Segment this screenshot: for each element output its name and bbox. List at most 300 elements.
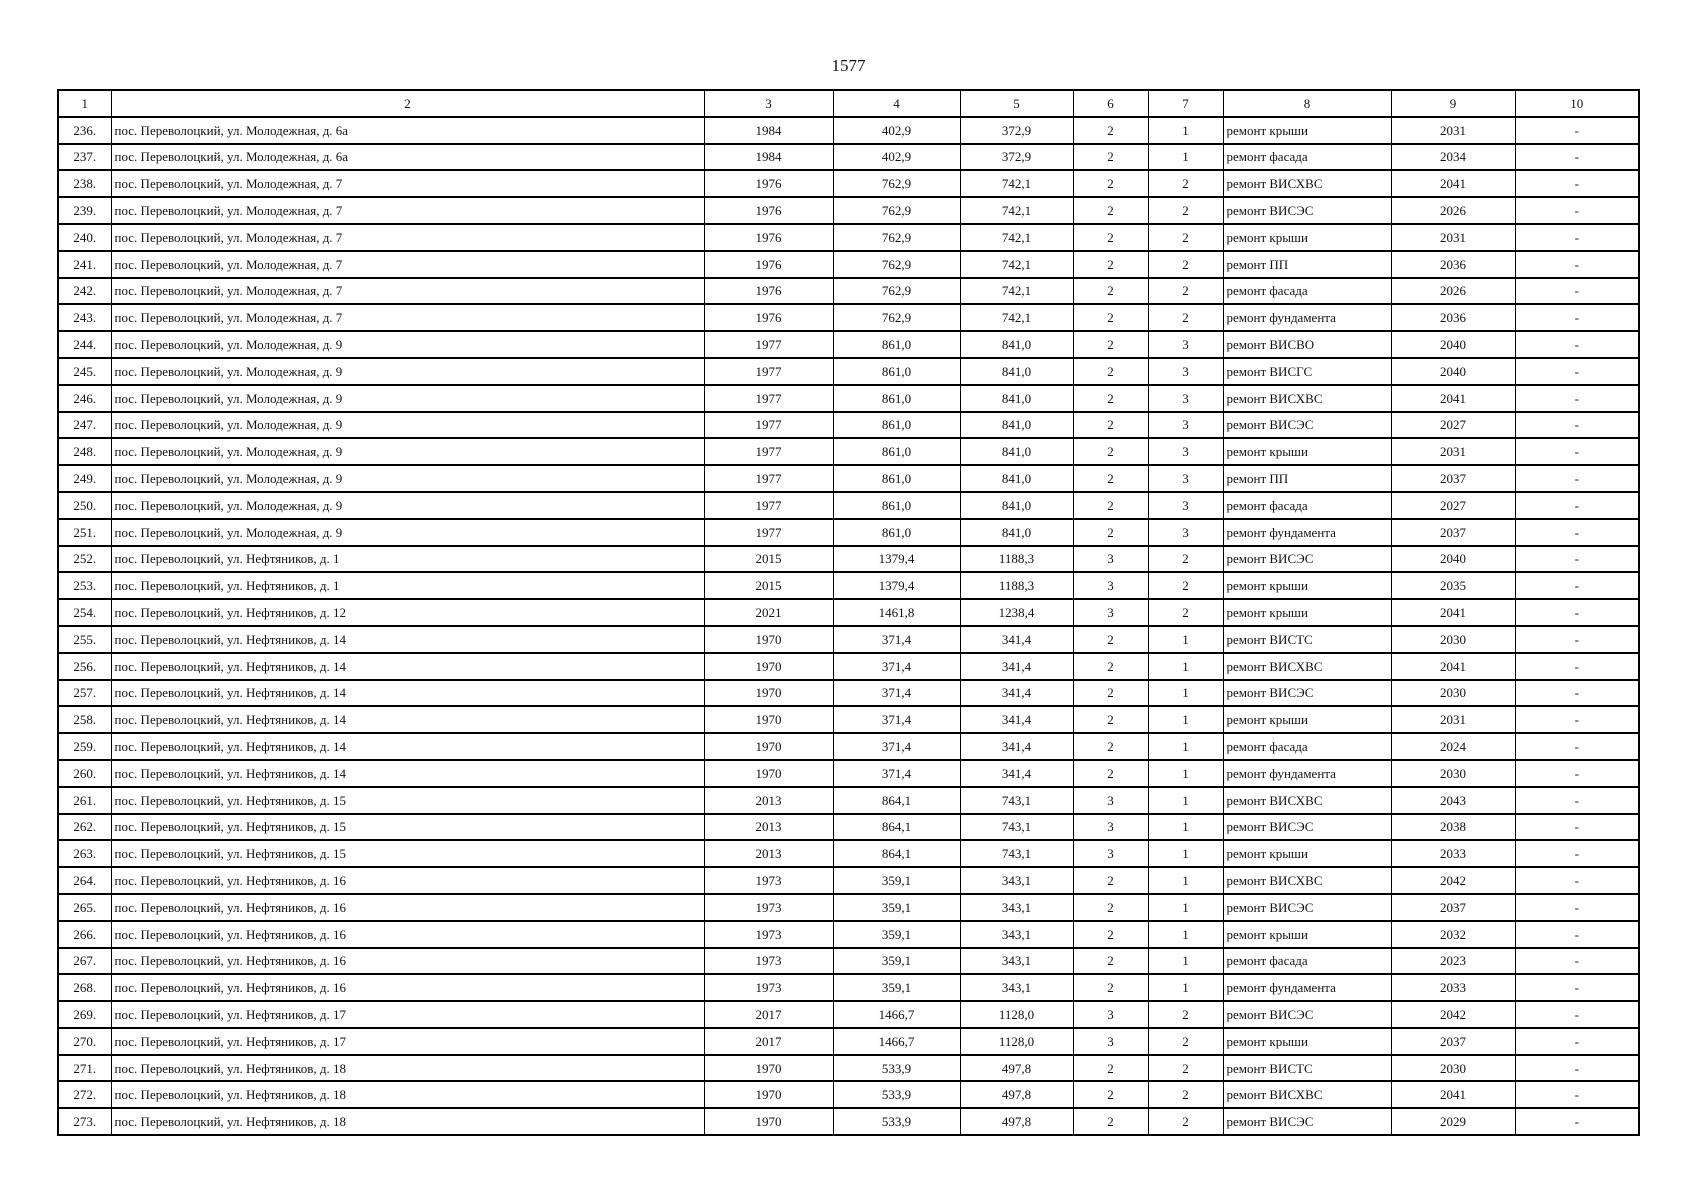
table-row xyxy=(58,492,1639,519)
cell-planned-year: 2026 xyxy=(1391,278,1515,305)
cell-entrances: 1 xyxy=(1148,144,1223,171)
cell-floors: 2 xyxy=(1073,492,1148,519)
cell-floors: 2 xyxy=(1073,1108,1148,1135)
cell-work-type: ремонт фундамента xyxy=(1223,304,1391,331)
cell-row-number: 267. xyxy=(58,948,111,975)
cell-build-year: 2017 xyxy=(704,1028,833,1055)
cell-address: пос. Переволоцкий, ул. Нефтяников, д. 15 xyxy=(111,840,704,867)
cell-living-area: 497,8 xyxy=(960,1108,1073,1135)
cell-note: - xyxy=(1515,492,1639,519)
cell-living-area: 742,1 xyxy=(960,251,1073,278)
table-row xyxy=(58,546,1639,573)
table-row xyxy=(58,1081,1639,1108)
cell-total-area: 359,1 xyxy=(833,948,960,975)
cell-work-type: ремонт ПП xyxy=(1223,251,1391,278)
column-header: 3 xyxy=(704,90,833,117)
column-header: 8 xyxy=(1223,90,1391,117)
cell-work-type: ремонт ВИСХВС xyxy=(1223,385,1391,412)
cell-floors: 2 xyxy=(1073,706,1148,733)
cell-build-year: 1970 xyxy=(704,733,833,760)
cell-living-area: 742,1 xyxy=(960,278,1073,305)
cell-floors: 3 xyxy=(1073,814,1148,841)
table-row xyxy=(58,331,1639,358)
cell-row-number: 263. xyxy=(58,840,111,867)
cell-living-area: 497,8 xyxy=(960,1081,1073,1108)
cell-living-area: 841,0 xyxy=(960,465,1073,492)
cell-floors: 3 xyxy=(1073,546,1148,573)
cell-note: - xyxy=(1515,1001,1639,1028)
table-body xyxy=(58,117,1639,1135)
cell-build-year: 1977 xyxy=(704,358,833,385)
table-row xyxy=(58,1055,1639,1082)
cell-floors: 2 xyxy=(1073,358,1148,385)
cell-total-area: 359,1 xyxy=(833,867,960,894)
cell-address: пос. Переволоцкий, ул. Молодежная, д. 9 xyxy=(111,465,704,492)
cell-work-type: ремонт фундамента xyxy=(1223,519,1391,546)
cell-entrances: 2 xyxy=(1148,170,1223,197)
cell-address: пос. Переволоцкий, ул. Нефтяников, д. 18 xyxy=(111,1081,704,1108)
cell-address: пос. Переволоцкий, ул. Молодежная, д. 7 xyxy=(111,224,704,251)
cell-build-year: 1970 xyxy=(704,1081,833,1108)
cell-address: пос. Переволоцкий, ул. Нефтяников, д. 12 xyxy=(111,599,704,626)
cell-address: пос. Переволоцкий, ул. Нефтяников, д. 17 xyxy=(111,1028,704,1055)
cell-planned-year: 2036 xyxy=(1391,304,1515,331)
cell-planned-year: 2041 xyxy=(1391,170,1515,197)
cell-floors: 2 xyxy=(1073,331,1148,358)
cell-entrances: 2 xyxy=(1148,546,1223,573)
cell-address: пос. Переволоцкий, ул. Нефтяников, д. 15 xyxy=(111,814,704,841)
cell-living-area: 1188,3 xyxy=(960,572,1073,599)
cell-build-year: 1970 xyxy=(704,680,833,707)
cell-entrances: 1 xyxy=(1148,787,1223,814)
cell-row-number: 270. xyxy=(58,1028,111,1055)
cell-row-number: 272. xyxy=(58,1081,111,1108)
cell-note: - xyxy=(1515,170,1639,197)
cell-row-number: 265. xyxy=(58,894,111,921)
cell-floors: 3 xyxy=(1073,599,1148,626)
cell-address: пос. Переволоцкий, ул. Нефтяников, д. 14 xyxy=(111,653,704,680)
column-header: 7 xyxy=(1148,90,1223,117)
cell-entrances: 2 xyxy=(1148,1055,1223,1082)
cell-living-area: 841,0 xyxy=(960,331,1073,358)
table-row xyxy=(58,653,1639,680)
cell-row-number: 257. xyxy=(58,680,111,707)
cell-address: пос. Переволоцкий, ул. Нефтяников, д. 1 xyxy=(111,546,704,573)
cell-total-area: 762,9 xyxy=(833,170,960,197)
cell-planned-year: 2037 xyxy=(1391,1028,1515,1055)
table-row xyxy=(58,358,1639,385)
cell-living-area: 1238,4 xyxy=(960,599,1073,626)
cell-living-area: 742,1 xyxy=(960,170,1073,197)
cell-living-area: 743,1 xyxy=(960,840,1073,867)
table-row xyxy=(58,706,1639,733)
cell-floors: 3 xyxy=(1073,1001,1148,1028)
cell-address: пос. Переволоцкий, ул. Нефтяников, д. 14 xyxy=(111,680,704,707)
cell-note: - xyxy=(1515,519,1639,546)
column-header: 4 xyxy=(833,90,960,117)
cell-build-year: 2013 xyxy=(704,787,833,814)
column-header: 5 xyxy=(960,90,1073,117)
table-row xyxy=(58,465,1639,492)
cell-living-area: 343,1 xyxy=(960,974,1073,1001)
table-row xyxy=(58,948,1639,975)
cell-living-area: 343,1 xyxy=(960,867,1073,894)
cell-build-year: 1984 xyxy=(704,144,833,171)
cell-living-area: 743,1 xyxy=(960,787,1073,814)
cell-address: пос. Переволоцкий, ул. Нефтяников, д. 14 xyxy=(111,760,704,787)
cell-entrances: 1 xyxy=(1148,974,1223,1001)
cell-row-number: 245. xyxy=(58,358,111,385)
cell-total-area: 861,0 xyxy=(833,492,960,519)
cell-work-type: ремонт ВИСХВС xyxy=(1223,787,1391,814)
cell-note: - xyxy=(1515,680,1639,707)
cell-entrances: 1 xyxy=(1148,706,1223,733)
cell-living-area: 343,1 xyxy=(960,894,1073,921)
cell-entrances: 2 xyxy=(1148,197,1223,224)
cell-work-type: ремонт фундамента xyxy=(1223,760,1391,787)
cell-living-area: 341,4 xyxy=(960,626,1073,653)
cell-total-area: 762,9 xyxy=(833,197,960,224)
page-number: 1577 xyxy=(831,56,866,75)
table-row xyxy=(58,385,1639,412)
cell-build-year: 2021 xyxy=(704,599,833,626)
cell-work-type: ремонт ВИСХВС xyxy=(1223,653,1391,680)
cell-total-area: 371,4 xyxy=(833,760,960,787)
cell-living-area: 841,0 xyxy=(960,492,1073,519)
table-row xyxy=(58,840,1639,867)
table-row xyxy=(58,974,1639,1001)
cell-build-year: 1976 xyxy=(704,197,833,224)
cell-total-area: 402,9 xyxy=(833,117,960,144)
table-row xyxy=(58,144,1639,171)
cell-address: пос. Переволоцкий, ул. Нефтяников, д. 14 xyxy=(111,626,704,653)
cell-total-area: 861,0 xyxy=(833,438,960,465)
cell-row-number: 248. xyxy=(58,438,111,465)
cell-note: - xyxy=(1515,385,1639,412)
cell-entrances: 1 xyxy=(1148,921,1223,948)
cell-planned-year: 2027 xyxy=(1391,492,1515,519)
cell-row-number: 253. xyxy=(58,572,111,599)
cell-address: пос. Переволоцкий, ул. Нефтяников, д. 16 xyxy=(111,974,704,1001)
cell-total-area: 762,9 xyxy=(833,224,960,251)
cell-address: пос. Переволоцкий, ул. Нефтяников, д. 16 xyxy=(111,948,704,975)
cell-note: - xyxy=(1515,1081,1639,1108)
table-row xyxy=(58,1001,1639,1028)
table-row xyxy=(58,921,1639,948)
cell-address: пос. Переволоцкий, ул. Молодежная, д. 9 xyxy=(111,438,704,465)
cell-note: - xyxy=(1515,840,1639,867)
cell-planned-year: 2024 xyxy=(1391,733,1515,760)
cell-planned-year: 2040 xyxy=(1391,358,1515,385)
table-row xyxy=(58,278,1639,305)
cell-row-number: 238. xyxy=(58,170,111,197)
table-row xyxy=(58,814,1639,841)
cell-planned-year: 2031 xyxy=(1391,706,1515,733)
cell-work-type: ремонт ВИСТС xyxy=(1223,1055,1391,1082)
cell-entrances: 3 xyxy=(1148,358,1223,385)
cell-floors: 2 xyxy=(1073,921,1148,948)
cell-work-type: ремонт крыши xyxy=(1223,224,1391,251)
cell-row-number: 269. xyxy=(58,1001,111,1028)
cell-address: пос. Переволоцкий, ул. Молодежная, д. 7 xyxy=(111,278,704,305)
cell-total-area: 861,0 xyxy=(833,385,960,412)
cell-row-number: 266. xyxy=(58,921,111,948)
cell-floors: 2 xyxy=(1073,385,1148,412)
cell-floors: 2 xyxy=(1073,733,1148,760)
cell-row-number: 262. xyxy=(58,814,111,841)
cell-address: пос. Переволоцкий, ул. Молодежная, д. 9 xyxy=(111,331,704,358)
cell-living-area: 341,4 xyxy=(960,760,1073,787)
cell-entrances: 1 xyxy=(1148,760,1223,787)
table-row xyxy=(58,304,1639,331)
cell-row-number: 256. xyxy=(58,653,111,680)
cell-note: - xyxy=(1515,867,1639,894)
cell-floors: 3 xyxy=(1073,787,1148,814)
cell-row-number: 242. xyxy=(58,278,111,305)
cell-floors: 2 xyxy=(1073,278,1148,305)
cell-build-year: 1970 xyxy=(704,626,833,653)
cell-floors: 2 xyxy=(1073,304,1148,331)
cell-row-number: 254. xyxy=(58,599,111,626)
cell-living-area: 742,1 xyxy=(960,304,1073,331)
cell-work-type: ремонт ВИСЭС xyxy=(1223,1108,1391,1135)
table-row xyxy=(58,572,1639,599)
cell-planned-year: 2023 xyxy=(1391,948,1515,975)
cell-row-number: 240. xyxy=(58,224,111,251)
cell-planned-year: 2037 xyxy=(1391,894,1515,921)
cell-planned-year: 2026 xyxy=(1391,197,1515,224)
cell-build-year: 1973 xyxy=(704,894,833,921)
cell-row-number: 251. xyxy=(58,519,111,546)
cell-build-year: 1977 xyxy=(704,385,833,412)
cell-work-type: ремонт фундамента xyxy=(1223,974,1391,1001)
cell-row-number: 250. xyxy=(58,492,111,519)
cell-work-type: ремонт ВИСВО xyxy=(1223,331,1391,358)
cell-address: пос. Переволоцкий, ул. Молодежная, д. 6а xyxy=(111,117,704,144)
cell-note: - xyxy=(1515,948,1639,975)
capital-repair-table xyxy=(57,89,1640,1136)
cell-planned-year: 2041 xyxy=(1391,653,1515,680)
cell-planned-year: 2037 xyxy=(1391,519,1515,546)
cell-living-area: 742,1 xyxy=(960,197,1073,224)
cell-total-area: 371,4 xyxy=(833,706,960,733)
cell-living-area: 841,0 xyxy=(960,358,1073,385)
cell-row-number: 246. xyxy=(58,385,111,412)
cell-row-number: 259. xyxy=(58,733,111,760)
cell-address: пос. Переволоцкий, ул. Нефтяников, д. 17 xyxy=(111,1001,704,1028)
cell-total-area: 861,0 xyxy=(833,358,960,385)
cell-entrances: 3 xyxy=(1148,519,1223,546)
cell-note: - xyxy=(1515,251,1639,278)
cell-build-year: 1973 xyxy=(704,974,833,1001)
cell-total-area: 402,9 xyxy=(833,144,960,171)
cell-floors: 2 xyxy=(1073,170,1148,197)
cell-total-area: 371,4 xyxy=(833,653,960,680)
cell-note: - xyxy=(1515,358,1639,385)
cell-entrances: 2 xyxy=(1148,304,1223,331)
cell-note: - xyxy=(1515,117,1639,144)
cell-planned-year: 2043 xyxy=(1391,787,1515,814)
table-row xyxy=(58,867,1639,894)
cell-floors: 2 xyxy=(1073,144,1148,171)
cell-note: - xyxy=(1515,197,1639,224)
cell-address: пос. Переволоцкий, ул. Нефтяников, д. 1 xyxy=(111,572,704,599)
cell-planned-year: 2033 xyxy=(1391,974,1515,1001)
cell-floors: 2 xyxy=(1073,465,1148,492)
cell-row-number: 260. xyxy=(58,760,111,787)
cell-entrances: 3 xyxy=(1148,331,1223,358)
cell-planned-year: 2030 xyxy=(1391,1055,1515,1082)
cell-address: пос. Переволоцкий, ул. Нефтяников, д. 16 xyxy=(111,921,704,948)
cell-total-area: 1466,7 xyxy=(833,1001,960,1028)
cell-planned-year: 2037 xyxy=(1391,465,1515,492)
cell-build-year: 1970 xyxy=(704,706,833,733)
cell-total-area: 533,9 xyxy=(833,1055,960,1082)
cell-row-number: 261. xyxy=(58,787,111,814)
cell-note: - xyxy=(1515,278,1639,305)
cell-build-year: 1977 xyxy=(704,331,833,358)
cell-entrances: 1 xyxy=(1148,814,1223,841)
cell-build-year: 2017 xyxy=(704,1001,833,1028)
cell-work-type: ремонт ВИСЭС xyxy=(1223,894,1391,921)
cell-entrances: 1 xyxy=(1148,733,1223,760)
cell-planned-year: 2042 xyxy=(1391,1001,1515,1028)
cell-row-number: 249. xyxy=(58,465,111,492)
cell-work-type: ремонт фасада xyxy=(1223,278,1391,305)
cell-living-area: 343,1 xyxy=(960,921,1073,948)
table-row xyxy=(58,251,1639,278)
cell-address: пос. Переволоцкий, ул. Молодежная, д. 9 xyxy=(111,385,704,412)
column-header: 10 xyxy=(1515,90,1639,117)
cell-planned-year: 2042 xyxy=(1391,867,1515,894)
cell-total-area: 864,1 xyxy=(833,814,960,841)
cell-note: - xyxy=(1515,546,1639,573)
cell-entrances: 2 xyxy=(1148,278,1223,305)
cell-entrances: 2 xyxy=(1148,572,1223,599)
cell-floors: 2 xyxy=(1073,760,1148,787)
cell-total-area: 861,0 xyxy=(833,465,960,492)
cell-work-type: ремонт ВИСЭС xyxy=(1223,814,1391,841)
cell-work-type: ремонт фасада xyxy=(1223,948,1391,975)
cell-entrances: 3 xyxy=(1148,465,1223,492)
cell-living-area: 341,4 xyxy=(960,706,1073,733)
cell-planned-year: 2035 xyxy=(1391,572,1515,599)
cell-floors: 3 xyxy=(1073,572,1148,599)
cell-floors: 2 xyxy=(1073,224,1148,251)
cell-address: пос. Переволоцкий, ул. Нефтяников, д. 14 xyxy=(111,706,704,733)
cell-planned-year: 2031 xyxy=(1391,438,1515,465)
cell-row-number: 271. xyxy=(58,1055,111,1082)
cell-build-year: 1976 xyxy=(704,251,833,278)
cell-living-area: 341,4 xyxy=(960,680,1073,707)
cell-build-year: 1970 xyxy=(704,760,833,787)
cell-work-type: ремонт ВИСЭС xyxy=(1223,546,1391,573)
cell-entrances: 3 xyxy=(1148,438,1223,465)
cell-living-area: 497,8 xyxy=(960,1055,1073,1082)
cell-floors: 2 xyxy=(1073,251,1148,278)
cell-floors: 2 xyxy=(1073,438,1148,465)
cell-entrances: 2 xyxy=(1148,1001,1223,1028)
cell-build-year: 1977 xyxy=(704,412,833,439)
cell-planned-year: 2040 xyxy=(1391,546,1515,573)
cell-note: - xyxy=(1515,787,1639,814)
cell-floors: 2 xyxy=(1073,1081,1148,1108)
cell-living-area: 743,1 xyxy=(960,814,1073,841)
cell-planned-year: 2041 xyxy=(1391,599,1515,626)
column-header: 6 xyxy=(1073,90,1148,117)
cell-living-area: 372,9 xyxy=(960,117,1073,144)
cell-living-area: 1128,0 xyxy=(960,1028,1073,1055)
table-header-row xyxy=(58,90,1639,117)
cell-address: пос. Переволоцкий, ул. Молодежная, д. 7 xyxy=(111,170,704,197)
cell-living-area: 841,0 xyxy=(960,385,1073,412)
cell-row-number: 236. xyxy=(58,117,111,144)
cell-total-area: 861,0 xyxy=(833,519,960,546)
cell-address: пос. Переволоцкий, ул. Нефтяников, д. 18 xyxy=(111,1055,704,1082)
cell-note: - xyxy=(1515,1055,1639,1082)
cell-floors: 2 xyxy=(1073,412,1148,439)
cell-row-number: 252. xyxy=(58,546,111,573)
cell-living-area: 1188,3 xyxy=(960,546,1073,573)
table-row xyxy=(58,519,1639,546)
cell-build-year: 1973 xyxy=(704,867,833,894)
cell-total-area: 1461,8 xyxy=(833,599,960,626)
cell-entrances: 2 xyxy=(1148,1081,1223,1108)
column-header: 2 xyxy=(111,90,704,117)
cell-build-year: 1970 xyxy=(704,1055,833,1082)
cell-note: - xyxy=(1515,1108,1639,1135)
cell-build-year: 1973 xyxy=(704,921,833,948)
table-row xyxy=(58,197,1639,224)
cell-build-year: 1977 xyxy=(704,519,833,546)
cell-work-type: ремонт ВИСЭС xyxy=(1223,1001,1391,1028)
cell-planned-year: 2041 xyxy=(1391,385,1515,412)
cell-note: - xyxy=(1515,653,1639,680)
cell-planned-year: 2040 xyxy=(1391,331,1515,358)
cell-living-area: 372,9 xyxy=(960,144,1073,171)
cell-note: - xyxy=(1515,733,1639,760)
cell-note: - xyxy=(1515,412,1639,439)
cell-row-number: 244. xyxy=(58,331,111,358)
cell-planned-year: 2038 xyxy=(1391,814,1515,841)
table-row xyxy=(58,117,1639,144)
cell-total-area: 533,9 xyxy=(833,1108,960,1135)
cell-floors: 3 xyxy=(1073,1028,1148,1055)
cell-floors: 2 xyxy=(1073,867,1148,894)
cell-entrances: 3 xyxy=(1148,492,1223,519)
cell-build-year: 1977 xyxy=(704,492,833,519)
cell-planned-year: 2030 xyxy=(1391,680,1515,707)
cell-total-area: 864,1 xyxy=(833,787,960,814)
cell-living-area: 742,1 xyxy=(960,224,1073,251)
cell-build-year: 1976 xyxy=(704,224,833,251)
cell-entrances: 3 xyxy=(1148,385,1223,412)
cell-living-area: 343,1 xyxy=(960,948,1073,975)
cell-entrances: 1 xyxy=(1148,680,1223,707)
cell-row-number: 241. xyxy=(58,251,111,278)
cell-note: - xyxy=(1515,814,1639,841)
table-row xyxy=(58,170,1639,197)
cell-work-type: ремонт крыши xyxy=(1223,572,1391,599)
cell-floors: 2 xyxy=(1073,626,1148,653)
cell-address: пос. Переволоцкий, ул. Нефтяников, д. 14 xyxy=(111,733,704,760)
cell-work-type: ремонт ВИСТС xyxy=(1223,626,1391,653)
cell-entrances: 2 xyxy=(1148,599,1223,626)
table-row xyxy=(58,787,1639,814)
cell-planned-year: 2036 xyxy=(1391,251,1515,278)
cell-floors: 2 xyxy=(1073,948,1148,975)
cell-work-type: ремонт крыши xyxy=(1223,117,1391,144)
